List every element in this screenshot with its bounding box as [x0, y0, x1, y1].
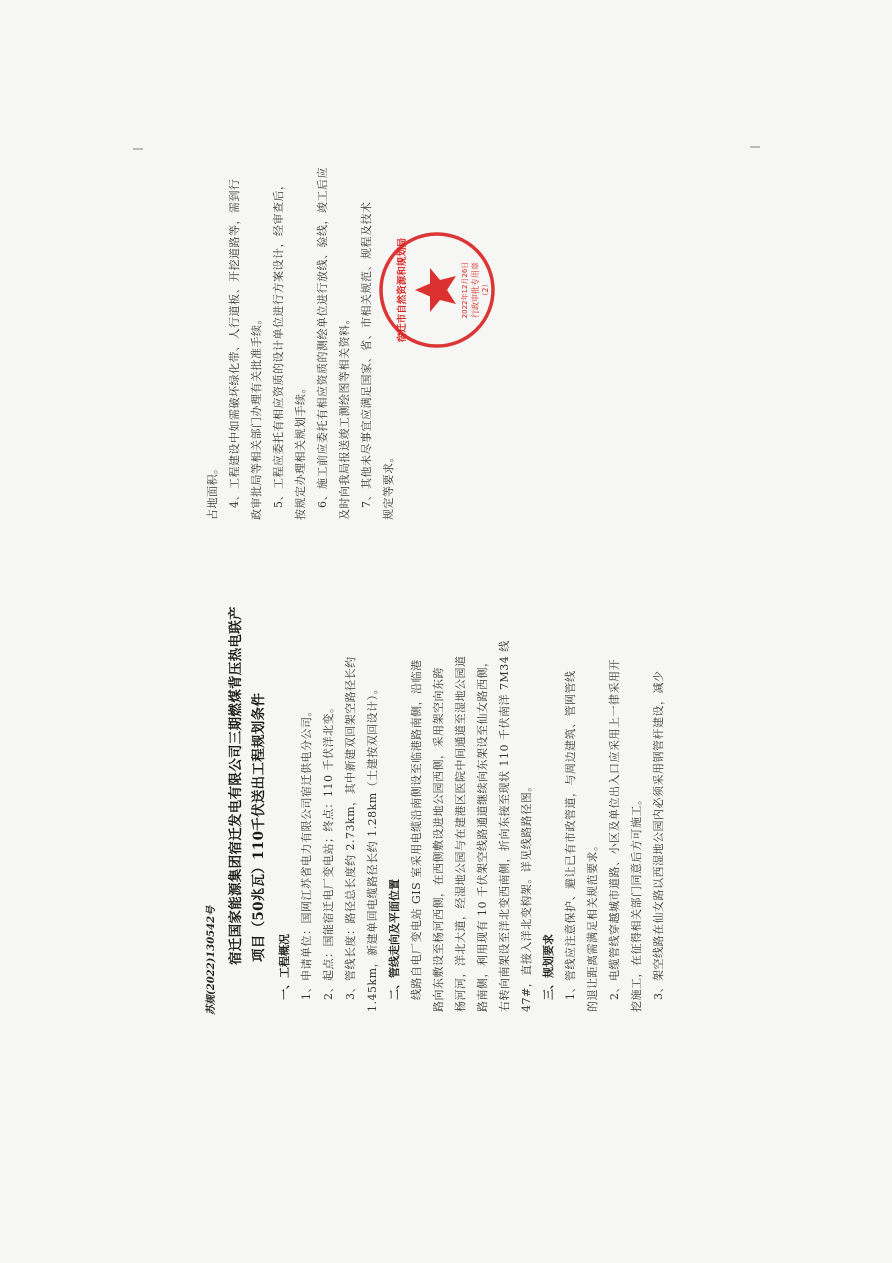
doc-title-line2: 项目（50兆瓦）110千伏送出工程规划条件 — [251, 692, 267, 962]
paragraph-line: 1、管线应注意保护、避让已有市政管道，与周边建筑、管网管线 — [564, 670, 577, 1000]
paragraph-line: 按规定办理相关规划手续。 — [294, 382, 307, 520]
stamp-sub-text: 行政审批专用章 — [471, 262, 480, 318]
paragraph-line: 3、架空线路在仙女路以西湿地公园内必须采用钢管杆建设，减少 — [652, 670, 665, 1000]
paragraph-line: 及时向我局报送竣工测绘图等相关资料。 — [338, 313, 351, 520]
paragraph-line: 47#，直接入洋北变构架。详见线路路径图。 — [520, 780, 533, 1012]
paragraph-line: 右转向南架设至洋北变西南侧，折向东接至现状 110 千伏南洋 7M34 线 — [498, 640, 511, 1012]
paragraph-line: 路南侧，利用现有 10 千伏架空线路通道继续向东架设至仙女路西侧， — [476, 655, 489, 1012]
paragraph-line: 1、申请单位：国网江苏省电力有限公司宿迁供电分公司。 — [300, 705, 313, 1000]
official-seal-stamp — [378, 210, 496, 370]
paragraph-line: 1.45km，新建单回电缆路径长约 1.28km（土建按双回设计）。 — [366, 682, 379, 1012]
paragraph-line: 的退让距离需满足相关规范要求。 — [586, 839, 599, 1012]
paragraph-line: 挖施工，在征得相关部门同意后方可施工。 — [630, 793, 643, 1012]
paragraph-line: 2、起点：国能宿迁电厂变电站；终点：110 千伏洋北变。 — [322, 701, 335, 1000]
doc-title-line1: 宿迁国家能源集团宿迁发电有限公司三期燃煤背压热电联产 — [228, 606, 244, 965]
doc-number: 苏规(2022)130542号 — [206, 905, 217, 1015]
paragraph-line: 3、管线长度：路径总长度约 2.73km，其中新建双回架空路径长约 — [344, 656, 357, 1000]
paragraph-line: 线路自电厂变电站 GIS 室采用电缆沿南侧设至临港路南侧，沿临港 — [410, 659, 423, 1000]
paragraph-line: 杨河河，洋北大道，经湿地公园与在建港区医院中间通道至湿地公园道 — [454, 655, 467, 1012]
paragraph-line: 规定等要求。 — [382, 451, 395, 520]
paragraph-line: 4、工程建设中如需破坏绿化带、人行道板、开挖道路等，需到行 — [228, 178, 241, 508]
stamp-date-text: 2022年12月26日 — [461, 261, 469, 319]
paragraph-line: 5、工程应委托有相应资质的设计单位进行方案设计，经审查后， — [272, 178, 285, 508]
stamp-number-text: （2） — [481, 280, 490, 300]
paragraph-line: 占地面积。 — [206, 462, 219, 520]
paragraph-line: 6、施工前应委托有相应资质的测绘单位进行放线、验线，竣工后应 — [316, 167, 329, 508]
scan-mark — [750, 146, 760, 148]
paragraph-line: 路向东敷设至杨河西侧，在西侧敷设进地公园西侧，采用架空向东跨 — [432, 667, 445, 1012]
paragraph-line: 2、电缆管线穿越城市道路、小区及单位出入口应采用上一律采用开 — [608, 659, 621, 1000]
section-heading-2: 二、管线走向及平面位置 — [388, 879, 401, 1000]
paragraph-line: 政审批局等相关部门办理有关批准手续。 — [250, 313, 263, 520]
stamp-org-text: 宿迁市自然资源和规划局 — [397, 237, 408, 343]
section-heading-1: 一、工程概况 — [278, 934, 291, 1000]
scan-mark — [133, 148, 143, 150]
paragraph-line: 7、其他未尽事宜应满足国家、省、市相关规范、规程及技术 — [360, 201, 373, 508]
section-heading-3: 三、规划要求 — [542, 934, 555, 1000]
